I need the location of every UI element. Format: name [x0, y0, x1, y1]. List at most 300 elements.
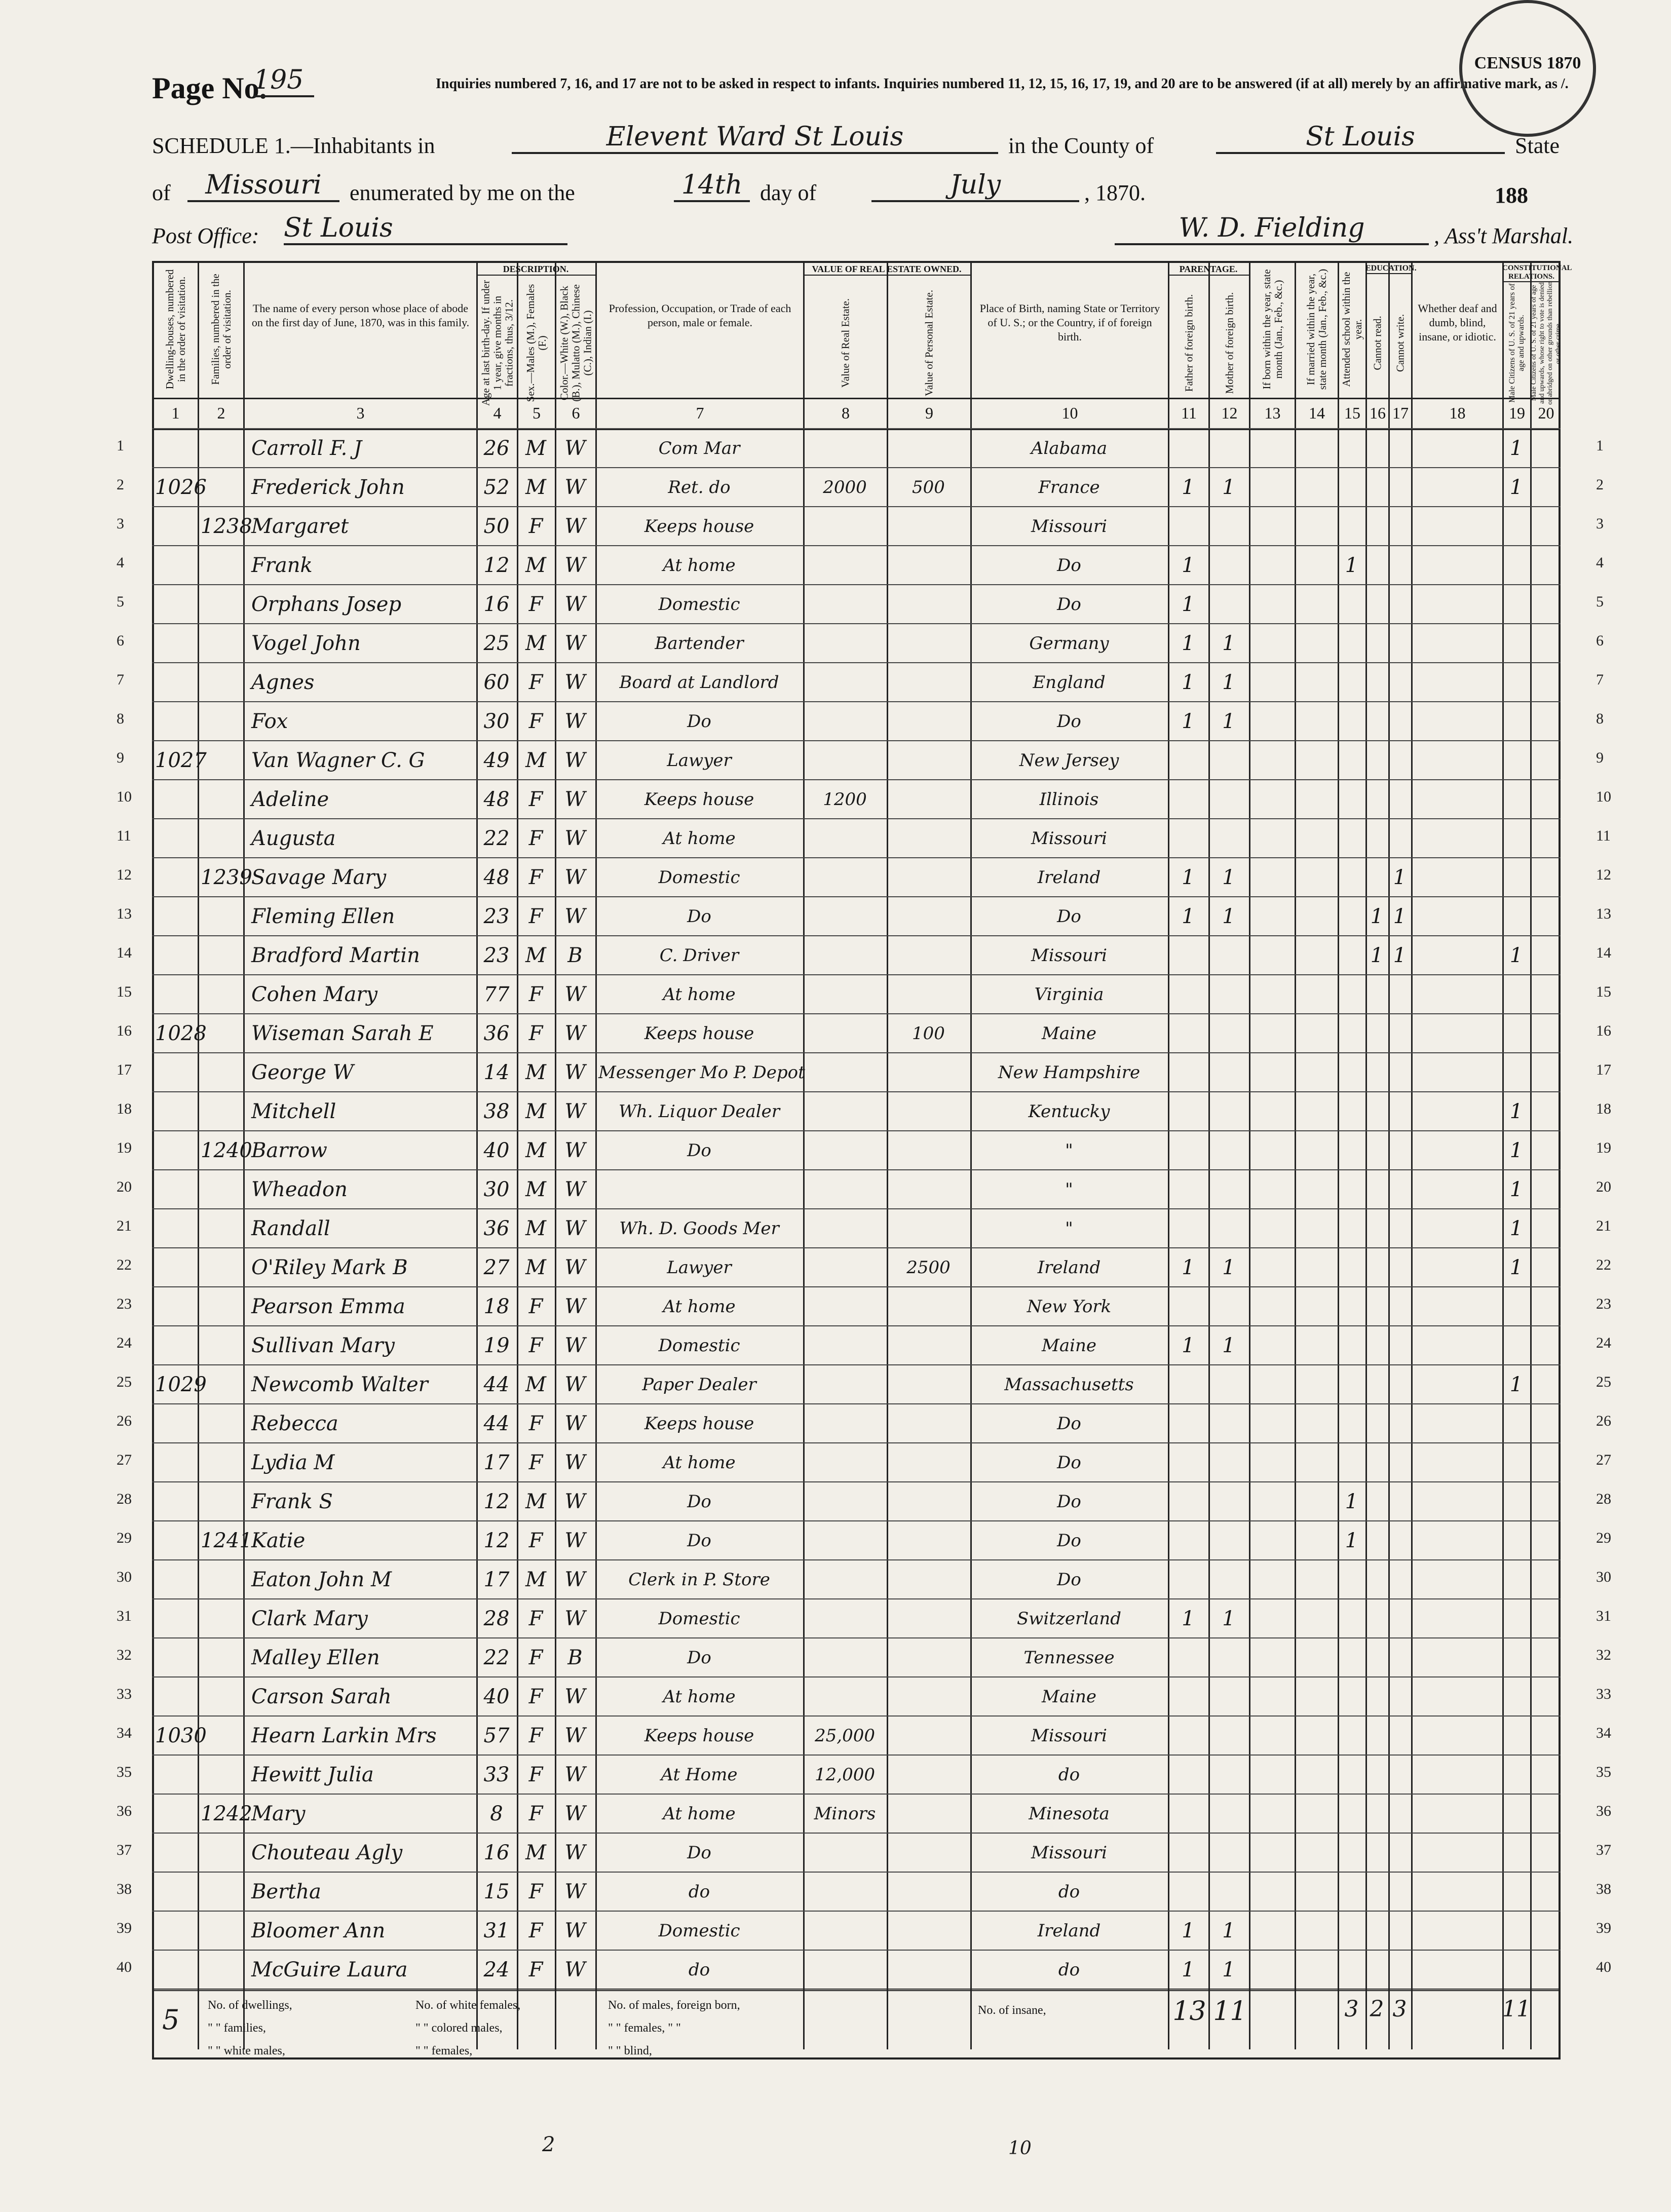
col-num-14: 14 [1295, 398, 1338, 428]
person-name-cell: Van Wagner C. G [251, 749, 425, 772]
male-citizen-cell [1505, 1912, 1527, 1951]
table-row [152, 506, 1561, 545]
table-row [152, 584, 1561, 623]
line-number-left: 2 [117, 476, 124, 493]
dwelling-number-cell [155, 1248, 195, 1287]
table-row [152, 1559, 1561, 1598]
color-cell: W [564, 710, 586, 733]
personal-estate-value-cell [890, 1951, 967, 1990]
line-number-left: 24 [117, 1334, 132, 1351]
inquiry-note: Inquiries numbered 7, 16, and 17 are not to be asked in respect to infants. Inquiries numbered 11, 12, 15, 16, 17, 19, and 20 are to be answered (if at all) merely by an affirmative mark, as /. [436, 76, 1569, 92]
cannot-write-cell [1391, 1756, 1408, 1795]
real-estate-value-cell [806, 702, 884, 741]
dwelling-number-cell [155, 1287, 195, 1326]
cannot-read-cell [1369, 1287, 1385, 1326]
line-number-left: 28 [117, 1491, 132, 1507]
line-number-left: 37 [117, 1842, 132, 1858]
line-number-right: 4 [1596, 554, 1604, 571]
personal-estate-value-cell [890, 1482, 967, 1521]
col-num-3: 3 [243, 398, 476, 428]
attended-school-cell [1341, 1443, 1362, 1482]
personal-estate-value-cell [890, 897, 967, 936]
father-foreign-cell [1171, 819, 1205, 858]
color-cell: W [564, 437, 586, 460]
line-number-right: 36 [1596, 1803, 1611, 1819]
birthplace-cell: Do [1057, 555, 1081, 576]
dwelling-number-cell [155, 1443, 195, 1482]
cannot-write-cell [1391, 1677, 1408, 1717]
cannot-write-cell [1391, 702, 1408, 741]
family-number-cell: 1238 [201, 515, 252, 538]
age-cell: 12 [483, 554, 510, 577]
occupation-cell [598, 1170, 800, 1209]
sex-cell: M [525, 1217, 546, 1240]
attended-school-cell [1341, 1326, 1362, 1365]
cannot-read-cell [1369, 1482, 1385, 1521]
father-foreign-cell: 1 [1182, 1334, 1195, 1357]
col-num-11: 11 [1168, 398, 1208, 428]
male-citizen-cell [1505, 1521, 1527, 1560]
personal-estate-value-cell [890, 975, 967, 1014]
col-header-15: Attended school within the year. [1338, 261, 1365, 398]
place-value: Elevent Ward St Louis [512, 122, 998, 154]
male-citizen-cell [1505, 1014, 1527, 1053]
line-number-right: 37 [1596, 1842, 1611, 1858]
col-num-9: 9 [887, 398, 970, 428]
birthplace-cell: Missouri [1031, 1726, 1108, 1746]
cannot-write-cell [1391, 1873, 1408, 1912]
footer-colored-males: " " colored males, [415, 2022, 503, 2035]
table-row [152, 1755, 1561, 1794]
occupation-cell: Wh. Liquor Dealer [618, 1101, 780, 1122]
male-citizen-cell [1505, 1326, 1527, 1365]
sex-cell: F [528, 1412, 543, 1435]
mother-foreign-cell: 1 [1222, 1256, 1235, 1279]
real-estate-value-cell [806, 1638, 884, 1677]
male-citizen-cell [1505, 1677, 1527, 1717]
male-citizen-cell [1505, 1795, 1527, 1834]
family-number-cell [201, 1951, 240, 1990]
cannot-write-cell [1391, 1638, 1408, 1677]
male-citizen-cell: 1 [1509, 944, 1523, 967]
color-cell: W [564, 788, 586, 811]
family-number-cell [201, 1209, 240, 1248]
cannot-write-cell [1391, 1248, 1408, 1287]
line-number-right: 13 [1596, 905, 1611, 922]
age-cell: 52 [483, 476, 510, 499]
occupation-cell: Ret. do [668, 477, 731, 498]
sex-cell: M [525, 632, 546, 655]
occupation-cell: Domestic [658, 594, 740, 615]
real-estate-value-cell [806, 1912, 884, 1951]
col-header-11: Father of foreign birth. [1168, 261, 1208, 398]
dwelling-number-cell [155, 507, 195, 546]
occupation-cell: Do [687, 1843, 711, 1863]
color-cell: W [564, 1841, 586, 1864]
attended-school-cell [1341, 1677, 1362, 1717]
occupation-cell: At home [663, 1453, 736, 1473]
cannot-read-cell [1369, 546, 1385, 585]
age-cell: 23 [483, 944, 510, 967]
mother-foreign-cell: 1 [1222, 476, 1235, 499]
birthplace-cell: Alabama [1031, 438, 1108, 459]
occupation-cell: Com Mar [658, 438, 740, 459]
color-cell: W [564, 1334, 586, 1357]
cannot-write-cell: 1 [1393, 905, 1407, 928]
birthplace-cell: Do [1057, 594, 1081, 615]
person-name-cell: Agnes [251, 671, 315, 694]
birthplace-cell: Kentucky [1028, 1101, 1110, 1122]
person-name-cell: George W [251, 1061, 354, 1084]
birthplace-cell: Switzerland [1016, 1609, 1122, 1629]
personal-estate-value-cell [890, 819, 967, 858]
age-cell: 49 [483, 749, 510, 772]
dwelling-number-cell [155, 1092, 195, 1131]
real-estate-value-cell [806, 1482, 884, 1521]
cannot-read-cell [1369, 1443, 1385, 1482]
person-name-cell: Rebecca [251, 1412, 338, 1435]
personal-estate-value-cell [890, 1873, 967, 1912]
real-estate-value-cell: 12,000 [815, 1765, 875, 1785]
cannot-read-cell [1369, 1912, 1385, 1951]
attended-school-cell [1341, 1834, 1362, 1873]
col-num-18: 18 [1411, 398, 1502, 428]
real-estate-value-cell [806, 1326, 884, 1365]
birthplace-cell: do [1058, 1882, 1080, 1902]
age-cell: 12 [483, 1490, 510, 1513]
line-number-right: 7 [1596, 671, 1604, 688]
family-number-cell [201, 1326, 240, 1365]
cannot-write-cell: 1 [1393, 944, 1407, 967]
col-num-2: 2 [198, 398, 243, 428]
family-number-cell [201, 1599, 240, 1638]
mother-foreign-cell [1211, 1717, 1246, 1756]
family-number-cell: 1241 [201, 1529, 252, 1552]
cannot-write-cell [1391, 546, 1408, 585]
color-cell: W [564, 593, 586, 616]
table-row [152, 779, 1561, 818]
line-number-right: 30 [1596, 1569, 1611, 1585]
attended-school-cell [1341, 1248, 1362, 1287]
mother-foreign-cell [1211, 1873, 1246, 1912]
sex-cell: M [525, 476, 546, 499]
occupation-cell: Domestic [658, 1921, 740, 1941]
real-estate-value-cell [806, 1248, 884, 1287]
attended-school-cell [1341, 1365, 1362, 1404]
person-name-cell: Orphans Josep [251, 593, 402, 616]
table-row [152, 740, 1561, 779]
color-cell: W [564, 749, 586, 772]
sex-cell: M [525, 554, 546, 577]
age-cell: 17 [483, 1568, 510, 1591]
father-foreign-cell [1171, 1365, 1205, 1404]
father-foreign-cell: 1 [1182, 476, 1195, 499]
line-number-right: 39 [1596, 1920, 1611, 1936]
personal-estate-value-cell [890, 1326, 967, 1365]
cannot-write-cell [1391, 1912, 1408, 1951]
real-estate-value-cell [806, 1131, 884, 1170]
father-foreign-cell [1171, 1092, 1205, 1131]
real-estate-value-cell [806, 1365, 884, 1404]
group-parentage: PARENTAGE. [1168, 264, 1249, 276]
color-cell: W [564, 905, 586, 928]
person-name-cell: Wheadon [251, 1178, 348, 1201]
father-foreign-cell [1171, 1170, 1205, 1209]
table-row [152, 1442, 1561, 1481]
sex-cell: F [528, 710, 543, 733]
state-value: Missouri [187, 170, 339, 202]
father-foreign-cell [1171, 1873, 1205, 1912]
cannot-read-cell [1369, 624, 1385, 663]
line-number-left: 33 [117, 1686, 132, 1702]
col-num-15: 15 [1338, 398, 1365, 428]
day-of-label: day of [760, 180, 817, 205]
line-number-right: 3 [1596, 515, 1604, 532]
age-cell: 23 [483, 905, 510, 928]
color-cell: W [564, 632, 586, 655]
cannot-write-cell [1391, 1599, 1408, 1638]
color-cell: W [564, 1178, 586, 1201]
attended-school-cell [1341, 1717, 1362, 1756]
cannot-read-cell [1369, 1951, 1385, 1990]
real-estate-value-cell [806, 429, 884, 468]
occupation-cell: Paper Dealer [642, 1375, 756, 1395]
male-citizen-cell [1505, 741, 1527, 780]
person-name-cell: Cohen Mary [251, 983, 378, 1006]
personal-estate-value-cell [890, 1170, 967, 1209]
table-row [152, 1676, 1561, 1715]
person-name-cell: Frederick John [251, 476, 405, 499]
person-name-cell: Randall [251, 1217, 330, 1240]
age-cell: 18 [483, 1295, 510, 1318]
male-citizen-cell [1505, 858, 1527, 897]
age-cell: 44 [483, 1412, 510, 1435]
table-row [152, 545, 1561, 584]
table-row [152, 896, 1561, 935]
line-number-left: 5 [117, 593, 124, 610]
age-cell: 57 [483, 1724, 510, 1747]
occupation-cell: At home [663, 555, 736, 576]
line-number-right: 20 [1596, 1178, 1611, 1195]
family-number-cell [201, 1053, 240, 1092]
sex-cell: M [525, 1100, 546, 1123]
line-number-right: 24 [1596, 1334, 1611, 1351]
table-row [152, 623, 1561, 662]
attended-school-cell [1341, 663, 1362, 702]
father-foreign-cell: 1 [1182, 593, 1195, 616]
col-num-19: 19 [1502, 398, 1530, 428]
dwelling-number-cell [155, 546, 195, 585]
personal-estate-value-cell [890, 780, 967, 819]
occupation-cell: At home [663, 1804, 736, 1824]
line-number-right: 17 [1596, 1061, 1611, 1078]
table-row [152, 1130, 1561, 1169]
col-header-4: Age at last birth-day. If under 1 year, give months in fractions, thus, 3/12. [476, 261, 517, 398]
mother-foreign-cell [1211, 1521, 1246, 1560]
personal-estate-value-cell [890, 507, 967, 546]
occupation-cell: Lawyer [667, 750, 732, 771]
line-number-right: 22 [1596, 1256, 1611, 1273]
family-number-cell [201, 1014, 240, 1053]
age-cell: 19 [483, 1334, 510, 1357]
father-foreign-cell [1171, 1131, 1205, 1170]
age-cell: 30 [483, 710, 510, 733]
line-number-left: 19 [117, 1139, 132, 1156]
family-number-cell [201, 975, 240, 1014]
sex-cell: M [525, 1139, 546, 1162]
cannot-read-cell [1369, 1521, 1385, 1560]
dwelling-number-cell [155, 1912, 195, 1951]
col-header-12: Mother of foreign birth. [1208, 261, 1249, 398]
person-name-cell: Carson Sarah [251, 1685, 392, 1708]
cannot-read-cell [1369, 468, 1385, 507]
cannot-write-cell [1391, 1834, 1408, 1873]
family-number-cell [201, 936, 240, 975]
attended-school-cell [1341, 429, 1362, 468]
male-citizen-cell: 1 [1509, 437, 1523, 460]
col-header-3: The name of every person whose place of abode on the first day of June, 1870, was in this family. [243, 261, 476, 398]
cannot-write-cell [1391, 1951, 1408, 1990]
male-citizen-cell [1505, 1834, 1527, 1873]
mother-foreign-cell [1211, 1131, 1246, 1170]
attended-school-cell [1341, 897, 1362, 936]
family-number-cell [201, 1248, 240, 1287]
table-row [152, 1637, 1561, 1676]
sex-cell: F [528, 788, 543, 811]
cannot-read-cell [1369, 1834, 1385, 1873]
sex-cell: F [528, 515, 543, 538]
table-row [152, 1794, 1561, 1833]
color-cell: W [564, 1022, 586, 1045]
occupation-cell: Lawyer [667, 1257, 732, 1278]
real-estate-value-cell [806, 975, 884, 1014]
birthplace-cell: Maine [1042, 1687, 1096, 1707]
attended-school-cell [1341, 1092, 1362, 1131]
father-foreign-cell: 1 [1182, 905, 1195, 928]
person-name-cell: Vogel John [251, 632, 361, 655]
birthplace-cell: Maine [1042, 1023, 1096, 1044]
occupation-cell: do [688, 1960, 710, 1980]
real-estate-value-cell [806, 897, 884, 936]
color-cell: W [564, 1373, 586, 1396]
line-number-left: 15 [117, 983, 132, 1000]
col-header-17: Cannot write. [1388, 261, 1411, 398]
person-name-cell: Mary [251, 1802, 306, 1825]
occupation-cell: Domestic [658, 1336, 740, 1356]
dwelling-number-cell [155, 1521, 195, 1560]
line-number-left: 36 [117, 1803, 132, 1819]
cannot-read-cell [1369, 1560, 1385, 1599]
line-number-left: 20 [117, 1178, 132, 1195]
dwelling-number-cell [155, 780, 195, 819]
county-value: St Louis [1216, 122, 1505, 154]
mother-foreign-cell [1211, 585, 1246, 624]
real-estate-value-cell [806, 1599, 884, 1638]
real-estate-value-cell [806, 1951, 884, 1990]
table-row [152, 1911, 1561, 1950]
attended-school-cell: 1 [1345, 1529, 1358, 1552]
mother-foreign-cell [1211, 507, 1246, 546]
mother-foreign-cell: 1 [1222, 866, 1235, 889]
occupation-cell: Do [687, 1492, 711, 1512]
table-row [152, 1872, 1561, 1911]
personal-estate-value-cell [890, 1834, 967, 1873]
attended-school-cell [1341, 1912, 1362, 1951]
personal-estate-value-cell [890, 1560, 967, 1599]
mother-foreign-cell [1211, 975, 1246, 1014]
line-number-left: 34 [117, 1725, 132, 1741]
mother-foreign-cell [1211, 1638, 1246, 1677]
birthplace-cell: Do [1057, 1453, 1081, 1473]
col-header-13: If born within the year, state month (Jan., Feb., &c.) [1249, 261, 1295, 398]
color-cell: W [564, 866, 586, 889]
sex-cell: M [525, 1373, 546, 1396]
sex-cell: F [528, 983, 543, 1006]
cannot-write-cell [1391, 468, 1408, 507]
birthplace-cell: New York [1027, 1296, 1112, 1317]
birthplace-cell: Missouri [1031, 828, 1108, 849]
age-cell: 26 [483, 437, 510, 460]
birthplace-cell: Do [1057, 906, 1081, 927]
dwelling-number-cell: 1030 [155, 1724, 207, 1747]
male-citizen-cell [1505, 1717, 1527, 1756]
cannot-read-cell [1369, 1014, 1385, 1053]
male-citizen-cell [1505, 1873, 1527, 1912]
line-number-left: 30 [117, 1569, 132, 1585]
occupation-cell: do [688, 1882, 710, 1902]
occupation-cell: Do [687, 711, 711, 732]
personal-estate-value-cell [890, 663, 967, 702]
line-number-left: 25 [117, 1374, 132, 1390]
census-table [152, 261, 1572, 2060]
footer-females: " " females, [415, 2044, 473, 2057]
table-row [152, 1833, 1561, 1872]
col-num-1: 1 [152, 398, 198, 428]
sex-cell: M [525, 1568, 546, 1591]
line-number-left: 21 [117, 1217, 132, 1234]
bottom-mark-1: 2 [542, 2133, 555, 2156]
line-number-left: 38 [117, 1881, 132, 1897]
dwelling-number-cell [155, 429, 195, 468]
birthplace-cell: Do [1057, 711, 1081, 732]
birthplace-cell: Ireland [1037, 867, 1101, 888]
personal-estate-value-cell [890, 1404, 967, 1443]
male-citizen-cell [1505, 1951, 1527, 1990]
age-cell: 22 [483, 1646, 510, 1669]
mother-foreign-cell [1211, 1209, 1246, 1248]
family-number-cell [201, 585, 240, 624]
line-number-left: 8 [117, 710, 124, 727]
person-name-cell: Bradford Martin [251, 944, 420, 967]
line-number-right: 5 [1596, 593, 1604, 610]
sex-cell: M [525, 1256, 546, 1279]
dwelling-number-cell [155, 858, 195, 897]
family-number-cell [201, 429, 240, 468]
color-cell: W [564, 1412, 586, 1435]
col-num-4: 4 [476, 398, 517, 428]
line-number-left: 17 [117, 1061, 132, 1078]
line-number-left: 26 [117, 1413, 132, 1429]
mother-foreign-cell: 1 [1222, 1607, 1235, 1630]
real-estate-value-cell [806, 507, 884, 546]
line-number-right: 2 [1596, 476, 1604, 493]
col-num-6: 6 [555, 398, 595, 428]
age-cell: 36 [483, 1217, 510, 1240]
attended-school-cell [1341, 819, 1362, 858]
cannot-write-cell [1391, 780, 1408, 819]
cannot-read-cell [1369, 585, 1385, 624]
table-row [152, 935, 1561, 974]
